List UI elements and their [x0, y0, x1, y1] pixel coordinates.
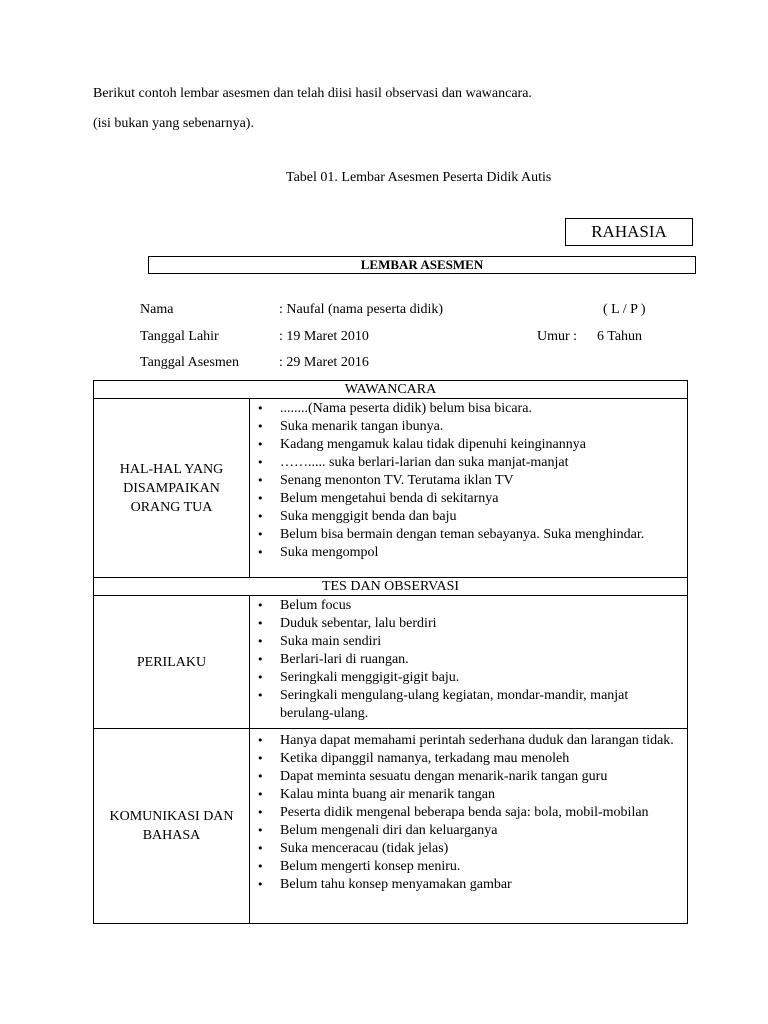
list-item: • Belum mengenali diri dan keluarganya	[250, 822, 687, 840]
list-item: • Peserta didik mengenal beberapa benda saja: bola, mobil-mobilan	[250, 804, 687, 822]
list-item: • Suka menceracau (tidak jelas)	[250, 840, 687, 858]
orang-tua-list	[250, 400, 687, 562]
row-items-orang-tua	[250, 399, 688, 578]
intro-line-2: (isi bukan yang sebenarnya).	[93, 116, 254, 131]
age-value: 6 Tahun	[597, 329, 643, 344]
list-item: • Seringkali mengulang-ulang kegiatan, mondar-mandir, manjat berulang-ulang.	[250, 687, 687, 723]
list-item: • Seringkali menggigit-gigit baju.	[250, 669, 687, 687]
intro-line-1: Berikut contoh lembar asesmen dan telah diisi hasil observasi dan wawancara.	[93, 86, 532, 101]
list-item: • Hanya dapat memahami perintah sederhana duduk dan larangan tidak.	[250, 732, 687, 750]
form-header: LEMBAR ASESMEN	[148, 256, 696, 274]
list-item: • Belum mengetahui benda di sekitarnya	[250, 490, 687, 508]
row-label-text: PERILAKU	[136, 654, 207, 670]
list-item: • Belum mengerti konsep meniru.	[250, 858, 687, 876]
row-label-text: HAL-HAL YANG DISAMPAIKAN ORANG TUA	[119, 461, 224, 515]
list-item: • Duduk sebentar, lalu berdiri	[250, 615, 687, 633]
section-tes-observasi: TES DAN OBSERVASI	[94, 578, 688, 596]
list-item: • Suka menggigit benda dan baju	[250, 508, 687, 526]
confidential-badge: RAHASIA	[565, 218, 693, 246]
list-item: • ……..... suka berlari-larian dan suka manjat-manjat	[250, 454, 687, 472]
assessment-date-value: : 29 Maret 2016	[279, 355, 369, 370]
row-label-orang-tua	[94, 399, 250, 578]
list-item: • Kadang mengamuk kalau tidak dipenuhi keinginannya	[250, 436, 687, 454]
row-label-perilaku	[94, 596, 250, 729]
name-value: : Naufal (nama peserta didik)	[279, 302, 444, 317]
section-wawancara: WAWANCARA	[94, 381, 688, 399]
list-item: • Suka mengompol	[250, 544, 687, 562]
birthdate-value: : 19 Maret 2010	[279, 329, 369, 344]
perilaku-list	[250, 597, 687, 723]
list-item: • Dapat meminta sesuatu dengan menarik-narik tangan guru	[250, 768, 687, 786]
row-label-text: KOMUNIKASI DAN BAHASA	[109, 809, 234, 843]
list-item: • Berlari-lari di ruangan.	[250, 651, 687, 669]
row-items-perilaku	[250, 596, 688, 729]
age-label: Umur :	[537, 329, 578, 344]
list-item: • Belum tahu konsep menyamakan gambar	[250, 876, 687, 894]
list-item: • ........(Nama peserta didik) belum bisa bicara.	[250, 400, 687, 418]
komunikasi-list	[250, 732, 687, 894]
list-item: • Suka menarik tangan ibunya.	[250, 418, 687, 436]
list-item: • Ketika dipanggil namanya, terkadang mau menoleh	[250, 750, 687, 768]
table-caption: Tabel 01. Lembar Asesmen Peserta Didik Autis	[286, 170, 552, 185]
gender-value: ( L / P )	[603, 302, 646, 317]
list-item: • Belum bisa bermain dengan teman sebayanya. Suka menghindar.	[250, 526, 687, 544]
name-label: Nama	[140, 302, 174, 317]
assessment-table	[93, 380, 688, 924]
list-item: • Kalau minta buang air menarik tangan	[250, 786, 687, 804]
list-item: • Belum focus	[250, 597, 687, 615]
assessment-date-label: Tanggal Asesmen	[140, 355, 239, 370]
list-item: • Senang menonton TV. Terutama iklan TV	[250, 472, 687, 490]
row-items-komunikasi	[250, 729, 688, 924]
row-label-komunikasi	[94, 729, 250, 924]
birthdate-label: Tanggal Lahir	[140, 329, 219, 344]
list-item: • Suka main sendiri	[250, 633, 687, 651]
